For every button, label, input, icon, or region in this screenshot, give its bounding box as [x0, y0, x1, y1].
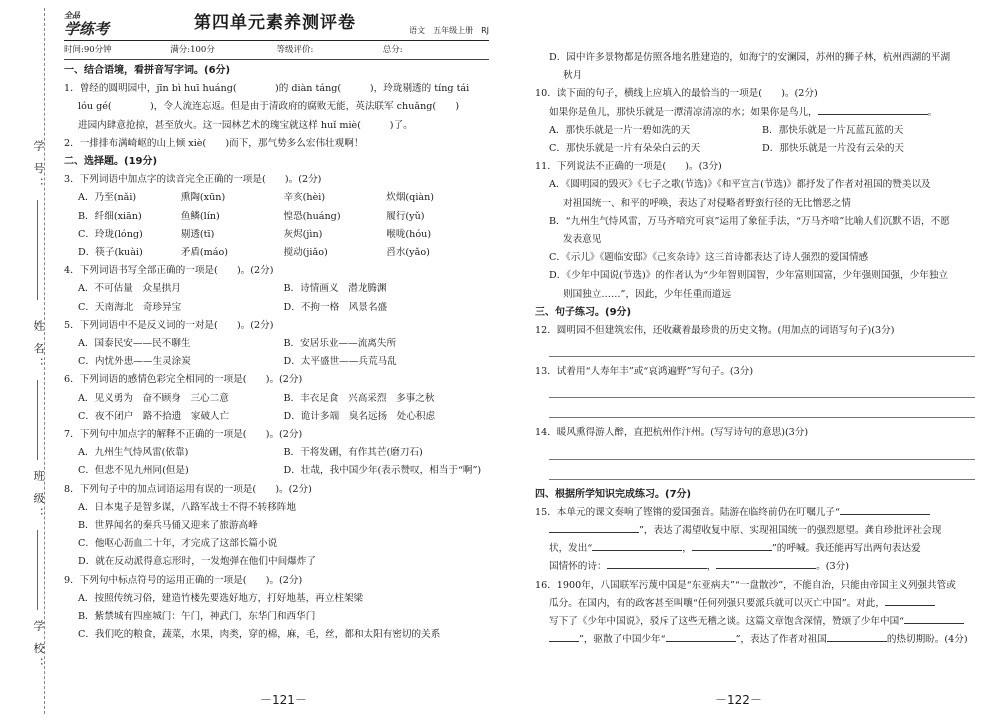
question-16: 16．1900年，八国联军污蔑中国是“东亚病夫”“一盘散沙”，不能自治，只能由帝国主义列强共管或: [535, 579, 956, 591]
question-9-option-d-cont: 秋月: [563, 70, 583, 82]
answer-blank[interactable]: [549, 641, 579, 642]
question-15-cont: ”，表达了渴望收复中原、实现祖国统一的强烈愿望。龚自珍批评社会现: [535, 522, 975, 540]
question-4-options: C．天南海北 奇珍异宝 D．不拘一格 风景名盛: [78, 301, 388, 313]
question-1-cont: 进园内肆意抢掠，甚至放火。这一园林艺术的瑰宝就这样 huǐ miè( )了。: [78, 119, 413, 131]
question-10-options: C．那快乐就是一片有朵朵白云的天 D．那快乐就是一片没有云朵的天: [549, 143, 905, 155]
question-5-options: C．内忧外患——生灵涂炭 D．太平盛世——兵荒马乱: [78, 356, 397, 368]
question-10-options: A．那快乐就是一片一碧如洗的天 B．那快乐就是一片瓦蓝瓦蓝的天: [549, 124, 904, 136]
question-15: 15．本单元的课文奏响了铿锵的爱国强音。陆游在临终前仍在叮嘱儿子“: [535, 504, 975, 522]
question-11-option-a: A．《圆明园的毁灭》《七子之歌(节选)》《和平宣言(节选)》都抒发了作者对祖国的赞美以及: [549, 179, 931, 191]
question-1-cont: lóu gé( )，令人流连忘返。但是由于清政府的腐败无能，英法联军 chuǎng( ): [78, 101, 460, 113]
question-8-option-a: A．日本鬼子是智多谋，八路军战士不得不转移阵地: [78, 501, 296, 513]
exam-meta: [64, 40, 489, 60]
answer-blank[interactable]: [592, 550, 682, 551]
publisher-logo: 全品 学练考: [64, 11, 110, 38]
page-number: －122－: [715, 693, 762, 707]
subject-grade: 语文 五年级上册 RJ: [409, 26, 489, 35]
answer-blank[interactable]: [827, 641, 887, 642]
question-4-options: A．不可估量 众星拱月 B．诗情画义 潜龙腾渊: [78, 283, 387, 295]
answer-line[interactable]: [549, 381, 975, 398]
question-16-cont: 写下了《少年中国说》，驳斥了这些无稽之谈。这篇文章饱含深情，赞颂了少年中国“: [535, 613, 975, 631]
question-8-option-b: B．世界闻名的秦兵马俑又迎来了旅游高峰: [78, 520, 258, 532]
question-15-cont: 国情怀的诗： ， 。(3分): [549, 561, 849, 573]
question-7-options: A．九州生气恃风雷(依靠) B．干将发硎，有作其芒(磨刀石): [78, 447, 423, 459]
question-11-option-d: D．《少年中国说(节选)》的作者认为“少年智则国智，少年富则国富，少年强则国强，少年独立: [549, 270, 949, 282]
answer-blank[interactable]: [692, 550, 772, 551]
page-number: －121－: [260, 693, 307, 707]
school-label: 学 校：: [32, 620, 45, 673]
section-4-heading: 四、根据所学知识完成练习。(7分): [535, 488, 692, 500]
answer-blank[interactable]: [716, 568, 816, 569]
answer-line[interactable]: [549, 340, 975, 357]
question-3-options: A．乃至(nǎi) 熏陶(xūn) 辛亥(hèi) 炊烟(qiàn): [78, 192, 435, 204]
question-11-option-d-cont: 则国独立……”，因此，少年任重而道远: [563, 288, 731, 300]
question-16-cont: 瓜分。在国内，有的政客甚至叫嚷“任何列强只要派兵就可以灭亡中国”。对此，: [535, 595, 975, 613]
paper-title: 第四单元素养测评卷: [194, 13, 356, 33]
section-2-heading: 二、选择题。(19分): [64, 156, 158, 168]
question-11-option-a-cont: 对祖国统一、和平的呼唤，表达了对侵略者野蛮行径的无比憎恶之情: [563, 197, 851, 209]
right-column: [535, 0, 975, 649]
class-field[interactable]: [37, 530, 38, 610]
question-11: 11．下列说法不正确的一项是( )。(3分): [535, 161, 722, 173]
question-15-cont: 状，发出“ ， ”的呼喊。我还能再写出两句表达爱: [549, 543, 921, 555]
question-9-option-a: A．按照传统习俗，建造竹楼先要选好地方，打好地基，再立柱架梁: [78, 592, 364, 604]
name-field[interactable]: [37, 380, 38, 460]
question-8-option-c: C．他呕心沥血二十年，才完成了这部长篇小说: [78, 538, 278, 550]
left-column: [64, 0, 489, 645]
question-6: 6．下列词语的感情色彩完全相同的一项是( )。(2分): [64, 374, 303, 386]
student-id-field[interactable]: [37, 200, 38, 300]
question-6-options: A．见义勇为 奋不顾身 三心二意 B．丰衣足食 兴高采烈 多事之秋: [78, 392, 435, 404]
question-9-option-b: B．紫禁城有四座城门：午门，神武门，东华门和西华门: [78, 611, 316, 623]
paper-header: [64, 0, 489, 40]
name-label: 姓 名：: [32, 320, 45, 373]
student-id-label: 学 号：: [32, 140, 45, 193]
question-12: 12．圆明园不但建筑宏伟，还收藏着最珍贵的历史文物。(用加点的词语写句子)(3分): [535, 325, 895, 337]
question-3: 3．下列词语中加点字的读音完全正确的一项是( )。(2分): [64, 174, 322, 186]
question-8-option-d: D．就在反动派得意忘形时，一发炮弹在他们中间爆炸了: [78, 556, 316, 568]
answer-blank[interactable]: [904, 623, 964, 624]
answer-line[interactable]: [549, 443, 975, 460]
answer-blank[interactable]: [607, 568, 707, 569]
question-11-option-b: B．“九州生气恃风雷，万马齐喑究可哀”运用了象征手法，“万马齐喑”比喻人们沉默不语，不愿: [549, 215, 950, 227]
question-13: 13．试着用“人寿年丰”或“哀鸿遍野”写句子。(3分): [535, 366, 754, 378]
question-16-cont: ”，驱散了中国少年“ ”，表达了作者对祖国 的热切期盼。(4分): [535, 631, 975, 649]
section-1-heading: 一、结合语境，看拼音写字词。(6分): [64, 65, 231, 76]
question-5: 5．下列词语中不是反义词的一对是( )。(2分): [64, 319, 274, 331]
question-1: 1．曾经的圆明园中，jīn bì huī huáng( )的 diàn táng( )，玲珑剔透的 tíng tái: [64, 83, 470, 95]
answer-line[interactable]: [549, 463, 975, 480]
question-3-options: C．玲珑(lóng) 剔透(tī) 灰烬(jìn) 喉咙(hóu): [78, 228, 432, 240]
question-3-options: B．纤细(xiān) 鱼鳞(lín) 惶恐(huáng) 履行(yǔ): [78, 210, 425, 222]
answer-blank[interactable]: [818, 114, 928, 115]
question-7-options: C．但悲不见九州同(但是) D．壮哉，我中国少年(表示赞叹，相当于“啊”): [78, 465, 482, 477]
question-2: 2．一排排布满崎岖的山上倾 xiè( )而下，那气势多么宏伟壮观啊！: [64, 137, 364, 149]
question-10-sentence: 如果你是鱼儿，那快乐就是一潭清凉清凉的水；如果你是鸟儿， 。: [549, 106, 938, 118]
question-8: 8．下列句子中的加点词语运用有误的一项是( )。(2分): [64, 483, 312, 495]
question-10: 10．读下面的句子，横线上应填入的最恰当的一项是( )。(2分): [535, 88, 818, 100]
answer-blank[interactable]: [840, 514, 930, 515]
answer-blank[interactable]: [666, 641, 736, 642]
question-9: 9．下列句中标点符号的运用正确的一项是( )。(2分): [64, 574, 303, 586]
question-11-option-c: C．《示儿》《题临安邸》《己亥杂诗》这三首诗都表达了诗人强烈的爱国情感: [549, 252, 869, 264]
question-3-options: D．筷子(kuài) 矛盾(máo) 搅动(jiǎo) 舀水(yǎo): [78, 247, 430, 259]
question-4: 4．下列词语书写全部正确的一项是( )。(2分): [64, 265, 274, 277]
question-5-options: A．国泰民安——民不聊生 B．安居乐业——流离失所: [78, 338, 397, 350]
right-page: [505, 0, 1000, 722]
question-7: 7．下列句中加点字的解释不正确的一项是( )。(2分): [64, 429, 303, 441]
question-9-option-d: D．园中许多景物都是仿照各地名胜建造的，如海宁的安澜园，苏州的狮子林，杭州西湖的平湖: [549, 52, 951, 63]
section-3-heading: 三、句子练习。(9分): [535, 306, 632, 318]
question-6-options: C．夜不闭户 路不拾遗 家破人亡 D．诡计多端 臭名远扬 处心积虑: [78, 410, 436, 422]
answer-blank[interactable]: [549, 532, 639, 533]
question-14: 14．暖风熏得游人醉，直把杭州作汴州。(写写诗句的意思)(3分): [535, 427, 809, 439]
question-9-option-c: C．我们吃的粮食，蔬菜，水果，肉类，穿的棉，麻，毛，丝，都和太阳有密切的关系: [78, 629, 441, 641]
answer-blank[interactable]: [885, 605, 935, 606]
student-info-gutter: [0, 0, 50, 722]
grade-eval: 等级评价:: [276, 45, 314, 55]
class-label: 班 级：: [32, 470, 45, 523]
time-limit: 时间:90分钟: [64, 45, 112, 55]
answer-line[interactable]: [549, 401, 975, 418]
question-11-option-b-cont: 发表意见: [563, 234, 602, 246]
total-score: 总分:: [382, 45, 403, 55]
full-score: 满分:100分: [170, 45, 215, 55]
